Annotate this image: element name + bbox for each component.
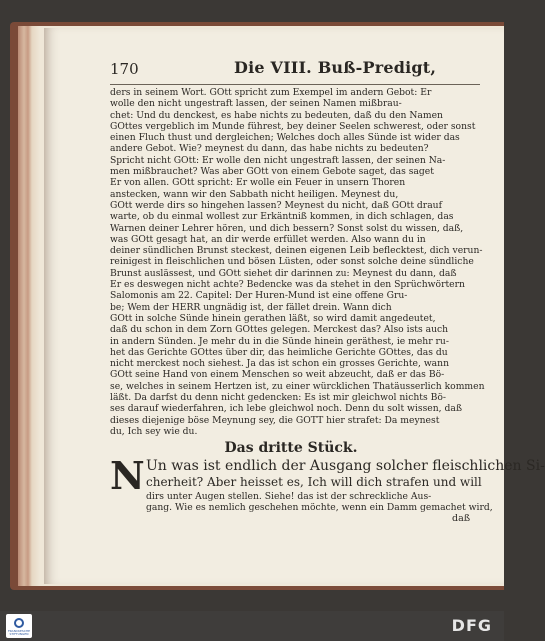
text-line: GOtt seine Hand von einem Menschen so weit abzeucht, daß er das Bö- [110, 369, 445, 381]
dfg-watermark: DFG [451, 616, 492, 635]
text-line: daß du schon in dem Zorn GOttes gelegen. Merckest das? Also ists auch [110, 324, 449, 336]
text-line: wolle den nicht ungestraft lassen, der seinen Namen mißbrau- [110, 98, 402, 110]
lead-rest-lines [146, 491, 493, 514]
logo-text: FRANCKESCHE STIFTUNGEN [7, 629, 31, 636]
text-line: chet: Und du denckest, es habe nichts zu bedeuten, daß du den Namen [110, 109, 443, 121]
text-line: be; Wem der HERR ungnädig ist, der fället drein. Wann dich [110, 301, 392, 313]
body-text [110, 87, 485, 437]
text-line: reinigest in fleischlichen und bösen Lüsten, oder sonst solche deine sündliche [110, 256, 474, 268]
logo-emblem-icon [14, 618, 24, 628]
lead-text-line: dirs unter Augen stellen. Siehe! das ist der schreckliche Aus- [146, 491, 432, 502]
running-title: Die VIII. Buß-Predigt, [234, 58, 437, 77]
text-line: dieses diejenige böse Meynung sey, die GOTT hier strafet: Da meynest [110, 414, 440, 426]
text-line: andere Gebot. Wie? meynest du dann, das habe nichts zu bedeuten? [110, 143, 429, 155]
text-line: het das Gerichte GOttes über dir, das heimliche Gerichte GOttes, das du [110, 346, 448, 358]
text-line: Brunst auslässest, und GOtt siehet dir darinnen zu: Meynest du dann, daß [110, 267, 457, 279]
text-line: anstecken, wann wir den Sabbath nicht heiligen. Meynest du, [110, 188, 399, 200]
text-line: Er es deswegen nicht achte? Bedencke was da stehet in den Sprüchwörtern [110, 279, 465, 291]
page-number: 170 [110, 60, 139, 78]
text-line: ses darauf wiederfahren, ich lebe gleichwol noch. Denn du solt wissen, daß [110, 403, 462, 415]
text-line: läßt. Da darfst du denn nicht gedencken: Es ist mir gleichwol nichts Bö- [110, 392, 447, 404]
text-line: in andern Sünden. Je mehr du in die Sünde hinein geräthest, ie mehr ru- [110, 335, 449, 347]
text-line: men mißbrauchet? Was aber GOtt von einem Gebote saget, das saget [110, 166, 434, 178]
text-line: deiner sündlichen Brunst steckest, deinen eigenen Leib beflecktest, dich verun- [110, 245, 483, 257]
text-line: du, Ich sey wie du. [110, 425, 198, 437]
text-line: warte, ob du einmal wollest zur Erkäntniß kommen, in dich schlagen, das [110, 211, 454, 223]
drop-initial: N [110, 453, 145, 498]
text-line: einen Fluch thust und dergleichen; Welches doch alles Sünde ist wider das [110, 132, 460, 144]
section-heading: Das dritte Stück. [224, 440, 358, 456]
catchword: daß [452, 513, 471, 524]
lead-first-line: Un was ist endlich der Ausgang solcher fleischlichen Si- [146, 458, 545, 474]
text-line: ders in seinem Wort. GOtt spricht zum Exempel im andern Gebot: Er [110, 87, 432, 98]
institution-logo[interactable] [6, 614, 32, 638]
text-line: GOttes vergeblich im Munde führest, bey deiner Seelen schwerest, oder sonst [110, 120, 476, 132]
text-line: se, welches in seinem Hertzen ist, zu einer würcklichen Thatäusserlich kommen [110, 380, 485, 392]
text-line: Warnen deiner Lehrer hören, und dich bessern? Sonst solst du wissen, daß, [110, 222, 464, 234]
text-line: Salomonis am 22. Capitel: Der Huren-Mund ist eine offene Gru- [110, 290, 408, 302]
text-line: Spricht nicht GOtt: Er wolle den nicht ungestraft lassen, der seinen Na- [110, 154, 446, 166]
lead-text-line: gang. Wie es nemlich geschehen möchte, wenn ein Damm gemachet wird, [146, 502, 493, 514]
text-line: Er von allen. GOtt spricht: Er wolle ein Feuer in unsern Thoren [110, 177, 406, 189]
lead-second-line: cherheit? Aber heisset es, Ich will dich strafen und will [146, 475, 482, 489]
text-line: GOtt werde dirs so hingehen lassen? Meynest du nicht, daß GOtt drauf [110, 199, 442, 211]
text-line: was GOtt gesagt hat, an dir werde erfüllet werden. Also wann du in [110, 233, 426, 245]
text-line: nicht merckest noch siehest. Ja das ist schon ein grosses Gerichte, wann [110, 358, 449, 370]
page-header [110, 58, 480, 85]
text-line: GOtt in solche Sünde hinein gerathen läßt, so wird damit angedeutet, [110, 312, 436, 324]
viewer-footer [0, 611, 504, 641]
